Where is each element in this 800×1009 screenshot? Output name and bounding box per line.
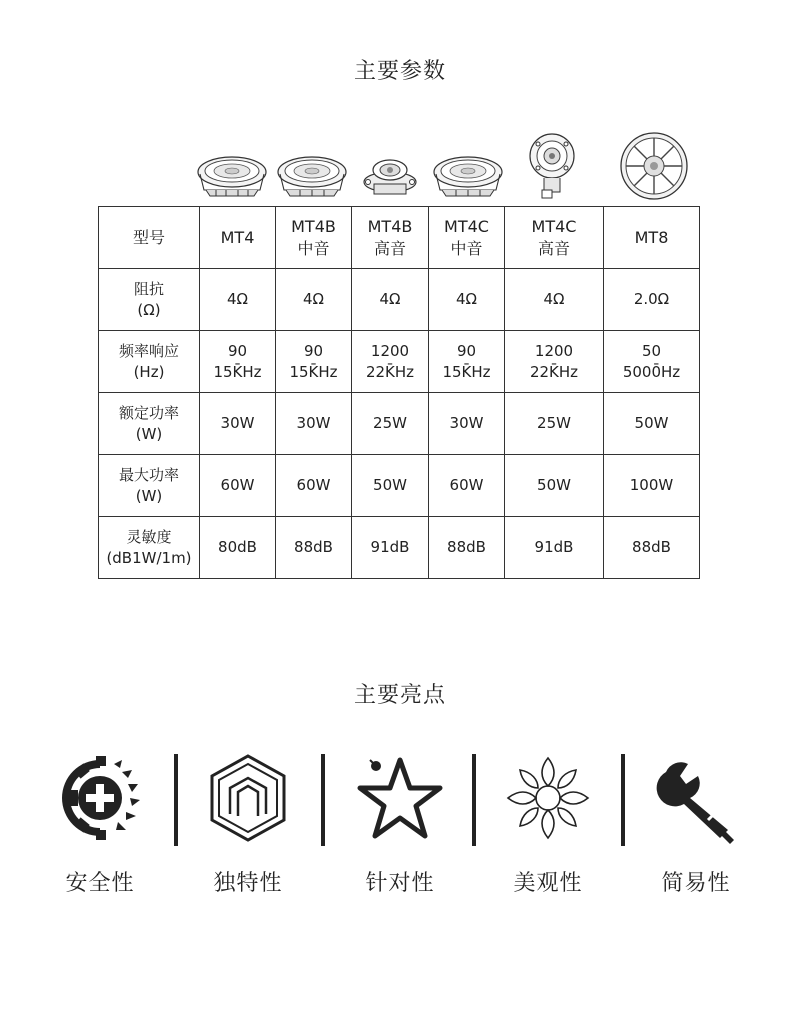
model-cell: MT4B 高音 [352, 207, 429, 269]
hexagon-logo-icon [200, 750, 296, 846]
params-section-title: 主要参数 [353, 59, 446, 84]
spec-cell: 4Ω [276, 269, 352, 331]
midrange-speaker-icon [432, 150, 504, 200]
spec-cell: 4Ω [200, 269, 276, 331]
spec-cell: 30W [200, 393, 276, 455]
model-cell: MT4 [200, 207, 276, 269]
tweeter-icon [360, 150, 420, 200]
spec-cell: 4Ω [352, 269, 429, 331]
spec-cell: 88dB [604, 517, 700, 579]
gear-shield-plus-icon [52, 750, 148, 846]
spec-row [99, 517, 700, 579]
spec-cell: 60W [429, 455, 505, 517]
spec-row-header: 频率响应 (Hz) [99, 331, 200, 393]
spec-cell: 100W [604, 455, 700, 517]
feature-simplicity [636, 750, 756, 897]
spec-row [99, 207, 700, 269]
tweeter-bracket-icon [526, 132, 578, 200]
spec-cell: 91dB [505, 517, 604, 579]
feature-aesthetics [488, 750, 608, 897]
spec-row-header: 灵敏度 (dB1W/1m) [99, 517, 200, 579]
features-row [0, 750, 800, 900]
midrange-speaker-icon [196, 150, 268, 200]
spec-row [99, 331, 700, 393]
divider [472, 754, 476, 846]
spec-cell: 4Ω [429, 269, 505, 331]
spec-row-header: 型号 [99, 207, 200, 269]
wrench-screwdriver-icon [648, 750, 744, 846]
feature-label: 美观性 [513, 871, 583, 896]
divider [321, 754, 325, 846]
spec-row-header: 阻抗 (Ω) [99, 269, 200, 331]
model-cell: MT8 [604, 207, 700, 269]
spec-cell: 25W [505, 393, 604, 455]
spec-cell: 50 5000̄Hz [604, 331, 700, 393]
feature-label: 独特性 [213, 871, 283, 896]
feature-uniqueness [188, 750, 308, 897]
spec-cell: 25W [352, 393, 429, 455]
spec-cell: 88dB [429, 517, 505, 579]
feature-safety [40, 750, 160, 897]
feature-targeting [340, 750, 460, 897]
spec-cell: 50W [352, 455, 429, 517]
midrange-speaker-icon [276, 150, 348, 200]
spec-cell: 60W [276, 455, 352, 517]
flower-icon [500, 750, 596, 846]
spec-row [99, 455, 700, 517]
feature-label: 安全性 [65, 871, 135, 896]
spec-cell: 50W [505, 455, 604, 517]
speaker-images-row [196, 128, 706, 200]
spec-cell: 90 15K̄Hz [429, 331, 505, 393]
spec-cell: 60W [200, 455, 276, 517]
spec-cell: 30W [429, 393, 505, 455]
spec-cell: 30W [276, 393, 352, 455]
spec-cell: 91dB [352, 517, 429, 579]
spec-row [99, 269, 700, 331]
feature-label: 针对性 [365, 871, 435, 896]
star-icon [352, 750, 448, 846]
spec-cell: 1200 22K̄Hz [505, 331, 604, 393]
spec-row [99, 393, 700, 455]
model-cell: MT4C 中音 [429, 207, 505, 269]
spec-cell: 2.0Ω [604, 269, 700, 331]
spec-row-header: 最大功率 (W) [99, 455, 200, 517]
woofer-speaker-icon [616, 132, 692, 200]
divider [621, 754, 625, 846]
spec-cell: 88dB [276, 517, 352, 579]
feature-label: 简易性 [661, 871, 731, 896]
spec-cell: 1200 22K̄Hz [352, 331, 429, 393]
divider [174, 754, 178, 846]
model-cell: MT4C 高音 [505, 207, 604, 269]
spec-cell: 90 15K̄Hz [200, 331, 276, 393]
spec-cell: 80dB [200, 517, 276, 579]
model-cell: MT4B 中音 [276, 207, 352, 269]
spec-cell: 50W [604, 393, 700, 455]
spec-cell: 90 15K̄Hz [276, 331, 352, 393]
highlights-section-title: 主要亮点 [353, 683, 446, 708]
spec-cell: 4Ω [505, 269, 604, 331]
spec-table [98, 206, 700, 579]
spec-row-header: 额定功率 (W) [99, 393, 200, 455]
